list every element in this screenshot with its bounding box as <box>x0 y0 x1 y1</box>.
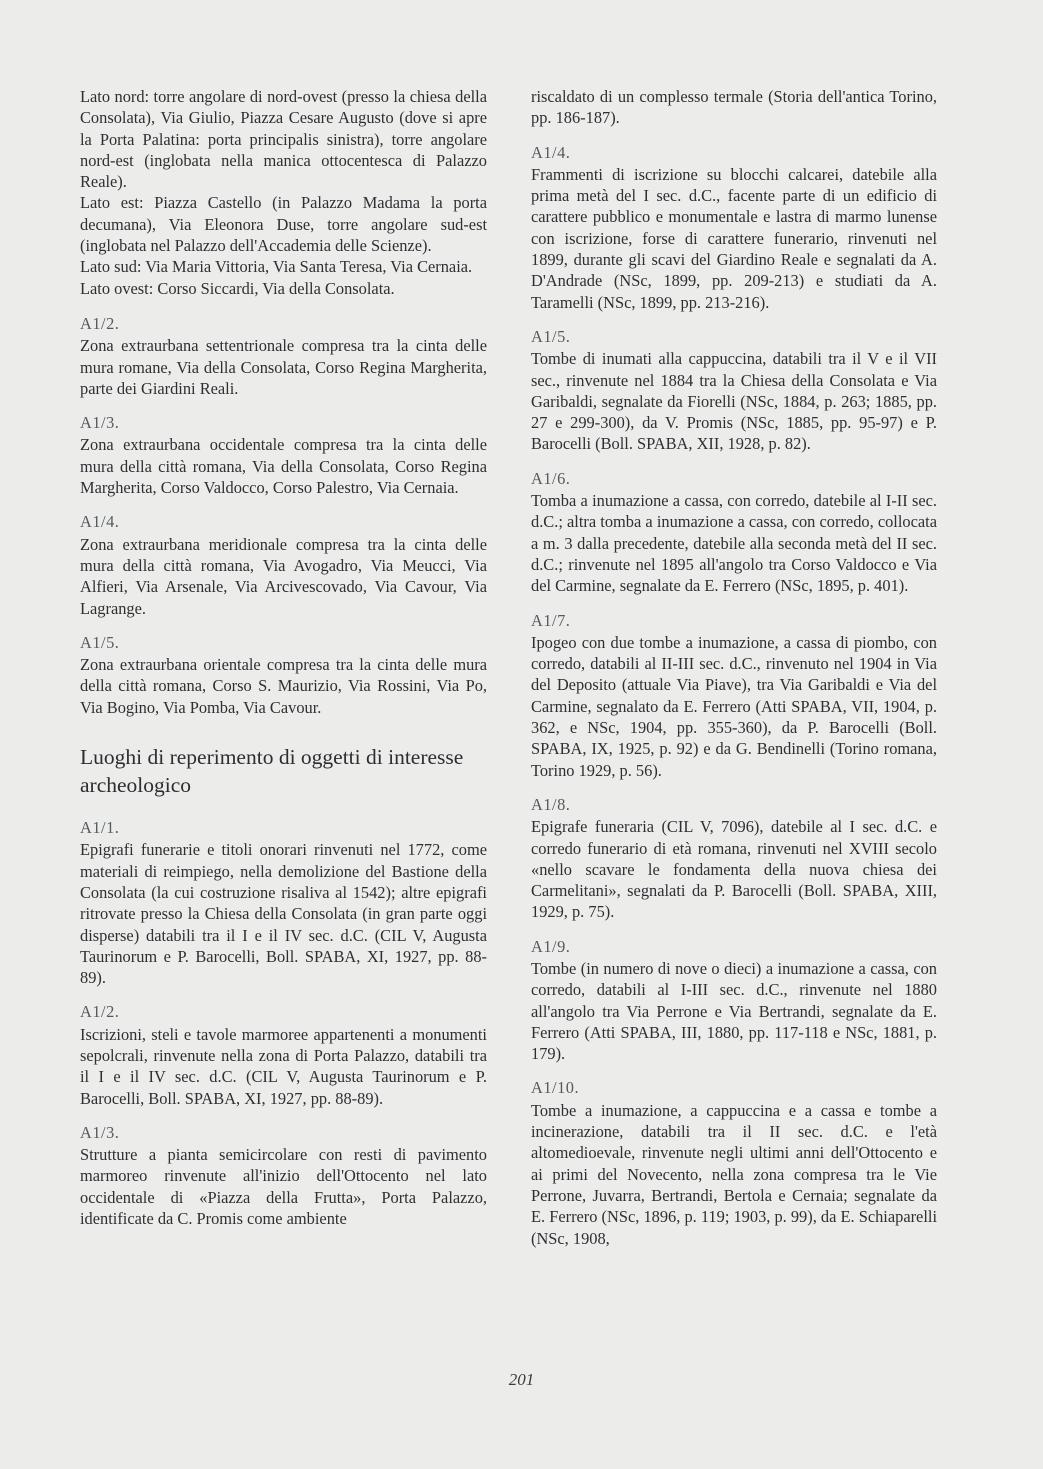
entry-code: A1/8. <box>531 794 571 814</box>
find-entry <box>531 326 937 455</box>
continued-entry <box>531 86 937 129</box>
entry-code: A1/5. <box>80 632 120 652</box>
left-column <box>80 86 487 1242</box>
entry-text: Ipogeo con due tombe a inumazione, a cassa di piombo, con corredo, databili al II-III sec. d.C., rinvenuto nel 1904 in Via del Deposito (attuale Via Piave), tra Via Garibaldi e Via del Carmine, segnalato da E. Ferrero (Atti SPABA, VII, 1904, p. 362, e NSc, 1904, pp. 355-360), da P. Barocelli (Boll. SPABA, IX, 1925, p. 92) e da G. Bendinelli (Torino romana, Torino 1929, p. 56). <box>531 632 937 780</box>
zone-entry <box>80 412 487 498</box>
entry-text: Zona extraurbana settentrionale compresa tra la cinta delle mura romane, Via della Consolata, Corso Regina Margherita, parte dei Giardini Reali. <box>80 336 487 398</box>
entry-text: Tomba a inumazione a cassa, con corredo, datebile al I-II sec. d.C.; altra tomba a inumazione a cassa, con corredo, collocata a m. 3 dalla precedente, datebile alla seconda metà del II sec. d.C.; rinvenute nel 1895 all'angolo tra Corso Valdocco e Via del Carmine, segnalate da E. Ferrero (NSc, 1895, p. 401). <box>531 491 937 596</box>
entry-text: Zona extraurbana occidentale compresa tra la cinta delle mura della città romana, Via della Consolata, Corso Regina Margherita, Corso Valdocco, Corso Palestro, Via Cernaia. <box>80 435 487 498</box>
entry-code: A1/4. <box>80 512 120 532</box>
entry-code: A1/3. <box>80 1122 120 1142</box>
find-entry <box>531 610 937 781</box>
right-column <box>531 86 937 1262</box>
find-entry <box>80 817 487 988</box>
entry-code: A1/10. <box>531 1078 580 1098</box>
walls-perimeter-description <box>80 86 487 299</box>
find-entry <box>80 1122 487 1229</box>
entry-text: Zona extraurbana orientale compresa tra la cinta delle mura della città romana, Corso S. Maurizio, Via Rossini, Via Po, Via Bogino, Via Pomba, Via Cavour. <box>80 655 487 717</box>
entry-text: Strutture a pianta semicircolare con resti di pavimento marmoreo rinvenute all'inizio dell'Ottocento nel lato occidentale di «Piazza della Frutta», Porta Palazzo, identificate da C. Promis come ambiente <box>80 1145 487 1229</box>
entry-text: riscaldato di un complesso termale (Storia dell'antica Torino, pp. 186-187). <box>531 87 937 128</box>
page-number: 201 <box>508 1370 535 1389</box>
entry-text: Epigrafi funerarie e titoli onorari rinvenuti nel 1772, come materiali di reimpiego, nella demolizione del Bastione della Consolata (la cui costruzione risaliva al 1542); altre epigrafi ritrovate presso la Chiesa della Consolata (in gran parte oggi disperse) databili tra il I e il IV sec. d.C. (CIL V, Augusta Taurinorum e P. Barocelli, Boll. SPABA, XI, 1927, pp. 88-89). <box>80 840 487 988</box>
entry-code: A1/6. <box>531 468 571 488</box>
entry-code: A1/2. <box>80 313 120 333</box>
find-entry <box>531 468 937 597</box>
paragraph-lato-ovest: Lato ovest: Corso Siccardi, Via della Consolata. <box>80 278 395 298</box>
entry-code: A1/1. <box>80 818 120 838</box>
entry-text: Tombe a inumazione, a cappuccina e a cassa e tombe a incinerazione, databili tra il II sec. d.C. e l'età altomedioevale, rinvenute negli ultimi anni dell'Ottocento e ai primi del Novecento, nella zona compresa tra le Vie Perrone, Juvarra, Bertrandi, Bertola e Cernaia; segnalate da E. Ferrero (NSc, 1896, p. 119; 1903, p. 99), da E. Schiaparelli (NSc, 1908, <box>531 1100 937 1248</box>
zone-entry <box>80 632 487 718</box>
find-entry <box>531 936 937 1065</box>
find-entry <box>531 142 937 313</box>
entry-code: A1/2. <box>80 1002 120 1022</box>
entry-text: Frammenti di iscrizione su blocchi calcarei, datebile alla prima metà del I sec. d.C., facente parte di un edificio di carattere pubblico e monumentale e lastra di marmo lunense con iscrizione, forse di carattere funerario, rinvenuti nel 1899, durante gli scavi del Giardino Reale e segnalati da A. D'Andrade (NSc, 1899, pp. 209-213) e studiati da A. Taramelli (NSc, 1899, pp. 213-216). <box>531 164 937 312</box>
entry-code: A1/5. <box>531 326 571 346</box>
paragraph-lato-est: Lato est: Piazza Castello (in Palazzo Madama la porta decumana), Via Eleonora Duse, torre angolare sud-est (inglobata nel Palazzo dell'Accademia delle Scienze). <box>80 193 487 256</box>
zone-entry <box>80 313 487 399</box>
find-entry <box>80 1001 487 1108</box>
paragraph-lato-nord: Lato nord: torre angolare di nord-ovest (presso la chiesa della Consolata), Via Giulio, Piazza Cesare Augusto (dove si apre la Porta Palatina: porta principalis sinistra), torre angolare nord-est (inglobata nella manica ottocentesca di Palazzo Reale). <box>80 87 487 192</box>
entry-text: Tombe di inumati alla cappuccina, databili tra il V e il VII sec., rinvenute nel 1884 tra la Chiesa della Consolata e Via Garibaldi, segnalate da Fiorelli (NSc, 1884, p. 263; 1885, pp. 27 e 299-300), da V. Promis (NSc, 1885, pp. 95-97) e P. Barocelli (Boll. SPABA, XII, 1928, p. 82). <box>531 349 937 454</box>
paragraph-lato-sud: Lato sud: Via Maria Vittoria, Via Santa Teresa, Via Cernaia. <box>80 257 473 277</box>
entry-code: A1/3. <box>80 413 120 433</box>
entry-code: A1/9. <box>531 936 571 956</box>
zone-entry <box>80 511 487 618</box>
entry-code: A1/4. <box>531 142 571 162</box>
entry-text: Iscrizioni, steli e tavole marmoree appartenenti a monumenti sepolcrali, rinvenute nella zona di Porta Palazzo, databili tra il I e il IV sec. d.C. (CIL V, Augusta Taurinorum e P. Barocelli, Boll. SPABA, XI, 1927, pp. 88-89). <box>80 1024 487 1108</box>
entry-code: A1/7. <box>531 610 571 630</box>
find-entry <box>531 1077 937 1248</box>
find-entry <box>531 794 937 923</box>
entry-text: Epigrafe funeraria (CIL V, 7096), datebile al I sec. d.C. e corredo funerario di età romana, rinvenuti nel XVIII secolo «nello scavare le fondamenta della nuova chiesa dei Carmelitani», segnalati da P. Barocelli (Boll. SPABA, XIII, 1929, p. 75). <box>531 817 937 922</box>
entry-text: Zona extraurbana meridionale compresa tra la cinta delle mura della città romana, Via Avogadro, Via Meucci, Via Alfieri, Via Arsenale, Via Arcivescovado, Via Cavour, Via Lagrange. <box>80 534 487 618</box>
entry-text: Tombe (in numero di nove o dieci) a inumazione a cassa, con corredo, databili al I-III sec. d.C., rinvenute nel 1880 all'angolo tra Via Perrone e Via Bertrandi, segnalate da E. Ferrero (Atti SPABA, III, 1880, pp. 117-118 e NSc, 1881, p. 179). <box>531 958 937 1064</box>
section-heading: Luoghi di reperimento di oggetti di interesse archeologico <box>80 745 464 797</box>
